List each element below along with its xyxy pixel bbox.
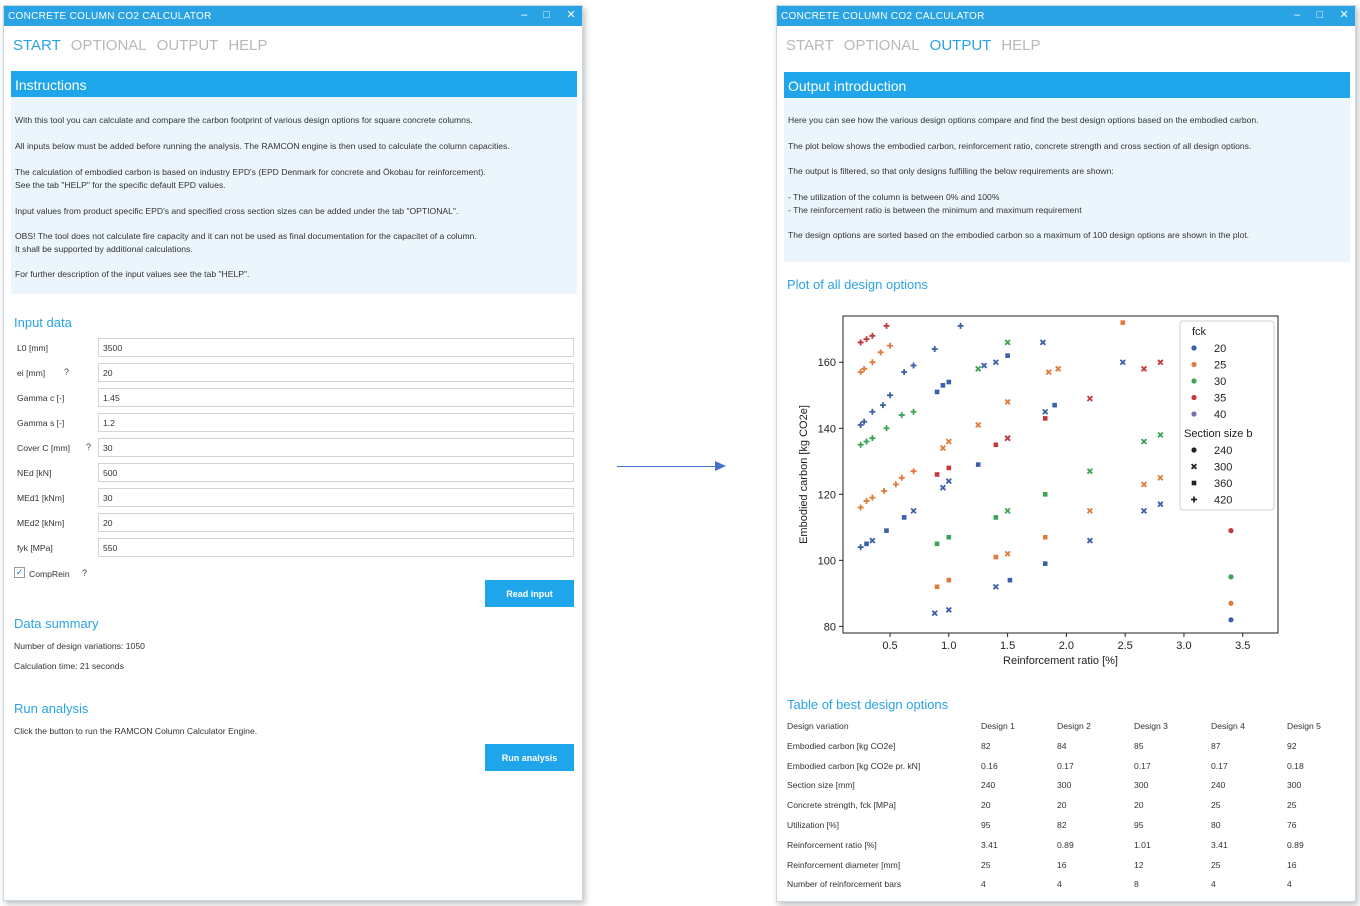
data-point <box>935 542 940 547</box>
header-cell: Design 2 <box>1057 721 1091 731</box>
table-cell: 0.18 <box>1287 761 1304 771</box>
legend-label: 20 <box>1214 343 1227 355</box>
field-ned <box>14 463 578 482</box>
field-label: Cover C [mm] <box>17 443 70 453</box>
tab-output[interactable]: OUTPUT <box>156 37 219 54</box>
table-title: Table of best design options <box>787 697 949 712</box>
table-row <box>787 800 1347 814</box>
arrow-right-icon <box>715 461 726 471</box>
table-cell: 1.01 <box>1134 840 1151 850</box>
field-l0 <box>14 338 578 357</box>
legend-swatch <box>1191 411 1196 416</box>
instructions-header: Instructions <box>11 71 577 97</box>
minimize-icon[interactable]: – <box>521 9 528 21</box>
run-analysis-title: Run analysis <box>14 701 89 716</box>
title-bar <box>777 6 1355 26</box>
data-point <box>1005 353 1010 358</box>
header-cell: Design variation <box>787 721 849 731</box>
output-intro-header: Output introduction <box>784 72 1350 98</box>
table-cell: 3.41 <box>1211 840 1228 850</box>
y-tick-label: 140 <box>817 423 836 436</box>
table-cell: 0.16 <box>981 761 998 771</box>
ned-input[interactable] <box>98 463 574 482</box>
data-point <box>1228 528 1233 533</box>
field-label: fyk [MPa] <box>17 543 53 553</box>
table-cell: 95 <box>981 820 991 830</box>
x-tick-label: 0.5 <box>882 640 898 652</box>
output-intro-box <box>784 98 1350 262</box>
data-summary-title: Data summary <box>14 616 99 631</box>
data-point <box>1008 578 1013 583</box>
field-label: L0 [mm] <box>17 343 49 353</box>
legend-marker <box>1192 481 1197 486</box>
row-label: Concrete strength, fck [MPa] <box>787 800 896 810</box>
tab-optional[interactable]: OPTIONAL <box>843 37 920 54</box>
instruction-line: The calculation of embodied carbon is based on industry EPD's (EPD Denmark for concrete and Ökobau for reinforcement). <box>15 167 486 177</box>
tab-optional[interactable]: OPTIONAL <box>70 37 147 54</box>
intro-line: Here you can see how the various design options compare and find the best design options based on the embodied carbon. <box>788 115 1259 125</box>
gamma-c-input[interactable] <box>98 388 574 407</box>
data-point <box>1228 617 1233 622</box>
table-cell: 0.89 <box>1057 840 1074 850</box>
table-cell: 25 <box>1287 800 1297 810</box>
x-tick-label: 1.0 <box>941 640 957 652</box>
table-cell: 85 <box>1134 741 1144 751</box>
x-tick-label: 2.0 <box>1058 640 1075 652</box>
input-data-title: Input data <box>14 315 72 330</box>
read-input-button[interactable]: Read input <box>485 580 574 607</box>
data-point <box>884 528 889 533</box>
table-cell: 300 <box>1287 780 1302 790</box>
table-cell: 20 <box>1057 800 1067 810</box>
instruction-line: All inputs below must be added before running the analysis. The RAMCON engine is then used to calculate the column capacities. <box>15 141 510 151</box>
maximize-icon[interactable]: □ <box>543 9 551 21</box>
table-row <box>787 820 1347 834</box>
window-title: CONCRETE COLUMN CO2 CALCULATOR <box>781 11 985 22</box>
instruction-line: With this tool you can calculate and compare the carbon footprint of various design options for square concrete columns. <box>15 115 473 125</box>
row-label: Section size [mm] <box>787 780 855 790</box>
field-med1 <box>14 488 578 507</box>
y-tick-label: 100 <box>817 555 836 568</box>
run-analysis-text: Click the button to run the RAMCON Column Calculator Engine. <box>14 726 258 736</box>
table-row <box>787 741 1347 755</box>
table-cell: 80 <box>1211 820 1221 830</box>
table-cell: 87 <box>1211 741 1221 751</box>
tab-help[interactable]: HELP <box>1001 37 1041 54</box>
calculation-time-text: Calculation time: 21 seconds <box>14 661 124 671</box>
table-cell: 16 <box>1287 860 1297 870</box>
legend-marker <box>1191 447 1196 452</box>
table-cell: 82 <box>981 741 991 751</box>
data-point <box>1043 416 1048 421</box>
y-tick-label: 160 <box>817 357 836 370</box>
design-variations-text: Number of design variations: 1050 <box>14 641 145 651</box>
legend-swatch <box>1191 362 1196 367</box>
legend-swatch <box>1191 345 1196 350</box>
fyk-input[interactable] <box>98 538 574 557</box>
y-axis-label: Embodied carbon [kg CO2e] <box>798 405 810 544</box>
minimize-icon[interactable]: – <box>1294 9 1301 21</box>
instruction-line: For further description of the input values see the tab "HELP". <box>15 269 250 279</box>
header-cell: Design 4 <box>1211 721 1245 731</box>
run-analysis-button[interactable]: Run analysis <box>485 744 574 771</box>
help-icon[interactable]: ? <box>82 568 88 578</box>
data-point <box>1043 561 1048 566</box>
table-cell: 0.17 <box>1134 761 1151 771</box>
intro-line: The output is filtered, so that only designs fulfilling the below requirements are shown: <box>788 166 1114 176</box>
y-tick-label: 120 <box>817 489 836 502</box>
help-icon[interactable]: ? <box>64 367 70 377</box>
table-row <box>787 840 1347 854</box>
row-label: Reinforcement diameter [mm] <box>787 860 901 870</box>
data-point <box>941 383 946 388</box>
data-point <box>1052 403 1057 408</box>
legend-label: 30 <box>1214 376 1227 388</box>
field-fyk <box>14 538 578 557</box>
legend-label: 420 <box>1214 494 1233 507</box>
table-header-row <box>787 721 1347 735</box>
table-cell: 4 <box>1211 879 1216 889</box>
legend-label: 360 <box>1214 478 1233 490</box>
data-point <box>947 535 952 540</box>
table-cell: 76 <box>1287 820 1297 830</box>
legend-label: 25 <box>1214 359 1227 372</box>
instruction-line: OBS! The tool does not calculate fire capacity and it can not be used as final documentation for the capacitet of a column. <box>15 231 477 241</box>
data-point <box>947 578 952 583</box>
data-point <box>994 442 999 447</box>
med2-input[interactable] <box>98 513 574 532</box>
header-cell: Design 1 <box>981 721 1015 731</box>
instruction-line: It shall be supported by additional calculations. <box>15 244 193 254</box>
start-window <box>3 5 583 901</box>
intro-line: The plot below shows the embodied carbon, reinforcement ratio, concrete strength and cross section of all design options. <box>788 141 1252 151</box>
close-icon[interactable]: ✕ <box>1339 9 1349 21</box>
table-cell: 0.17 <box>1211 761 1228 771</box>
table-cell: 300 <box>1134 780 1149 790</box>
table-cell: 25 <box>1211 800 1221 810</box>
header-cell: Design 3 <box>1134 721 1168 731</box>
row-label: Embodied carbon [kg CO2e] <box>787 741 896 751</box>
checkbox-label: CompRein <box>29 569 70 579</box>
field-label: Gamma s [-] <box>17 418 65 428</box>
x-axis-label: Reinforcement ratio [%] <box>1003 655 1118 667</box>
table-cell: 95 <box>1134 820 1144 830</box>
data-point <box>1121 320 1126 325</box>
instructions-box <box>11 97 577 294</box>
ei-input[interactable] <box>98 363 574 382</box>
data-point <box>1228 574 1233 579</box>
legend-hue-title: fck <box>1192 326 1207 338</box>
table-cell: 4 <box>1287 879 1292 889</box>
field-label: MEd1 [kNm] <box>17 493 65 503</box>
intro-line: - The utilization of the column is between 0% and 100% <box>788 192 1000 202</box>
comprein-checkbox[interactable]: ✓ <box>15 567 24 577</box>
table-row <box>787 761 1347 775</box>
legend-style-title: Section size b <box>1184 428 1253 440</box>
intro-line: - The reinforcement ratio is between the minimum and maximum requirement <box>788 205 1082 215</box>
table-cell: 8 <box>1134 879 1139 889</box>
row-label: Embodied carbon [kg CO2e pr. kN] <box>787 761 921 771</box>
field-label: NEd [kN] <box>17 468 52 478</box>
legend-swatch <box>1191 378 1196 383</box>
table-cell: 82 <box>1057 820 1067 830</box>
window-title: CONCRETE COLUMN CO2 CALCULATOR <box>8 11 212 22</box>
table-cell: 4 <box>981 879 986 889</box>
help-icon[interactable]: ? <box>86 442 92 452</box>
scatter-chart <box>787 304 1279 672</box>
data-point <box>994 555 999 560</box>
x-tick-label: 3.5 <box>1235 640 1251 652</box>
output-window <box>776 5 1356 902</box>
x-tick-label: 3.0 <box>1176 640 1192 652</box>
tab-help[interactable]: HELP <box>228 37 268 54</box>
legend-label: 35 <box>1214 392 1227 405</box>
data-point <box>864 542 869 547</box>
table-cell: 84 <box>1057 741 1067 751</box>
field-cover-c <box>14 438 578 457</box>
data-point <box>994 515 999 520</box>
legend-label: 40 <box>1214 409 1227 421</box>
field-gamma-c <box>14 388 578 407</box>
legend-label: 300 <box>1214 461 1233 474</box>
table-cell: 16 <box>1057 860 1067 870</box>
close-icon[interactable]: ✕ <box>566 9 576 21</box>
tab-start[interactable]: START <box>13 37 61 54</box>
instruction-line: See the tab "HELP" for the specific default EPD values. <box>15 180 226 190</box>
field-med2 <box>14 513 578 532</box>
x-tick-label: 1.5 <box>999 640 1016 652</box>
data-point <box>947 380 952 385</box>
row-label: Utilization [%] <box>787 820 840 830</box>
table-cell: 0.89 <box>1287 840 1304 850</box>
tab-start[interactable]: START <box>786 37 834 54</box>
tab-output[interactable]: OUTPUT <box>929 37 992 54</box>
table-cell: 300 <box>1057 780 1072 790</box>
intro-line: The design options are sorted based on the embodied carbon so a maximum of 100 design options are shown in the plot. <box>788 230 1250 240</box>
flow-arrow-line <box>617 466 717 467</box>
l0-input[interactable] <box>98 338 574 357</box>
data-point <box>935 584 940 589</box>
row-label: Number of reinforcement bars <box>787 879 902 889</box>
data-point <box>1043 535 1048 540</box>
table-cell: 25 <box>981 860 991 870</box>
data-point <box>1043 492 1048 497</box>
field-gamma-s <box>14 413 578 432</box>
legend-label: 240 <box>1214 445 1233 457</box>
table-cell: 20 <box>1134 800 1144 810</box>
x-tick-label: 2.5 <box>1117 640 1133 652</box>
title-bar <box>4 6 582 26</box>
y-tick-label: 80 <box>823 621 836 634</box>
table-cell: 240 <box>981 780 996 790</box>
data-point <box>947 466 952 471</box>
table-cell: 4 <box>1057 879 1062 889</box>
table-row <box>787 860 1347 874</box>
legend-swatch <box>1191 395 1196 400</box>
table-row <box>787 780 1347 794</box>
field-label: MEd2 [kNm] <box>17 518 65 528</box>
row-label: Reinforcement ratio [%] <box>787 840 877 850</box>
cover-c-input[interactable] <box>98 438 574 457</box>
data-point <box>1228 601 1233 606</box>
field-label: Gamma c [-] <box>17 393 65 403</box>
nav-tabs <box>786 37 1041 54</box>
plot-title: Plot of all design options <box>787 277 928 292</box>
data-point <box>976 462 981 467</box>
table-cell: 240 <box>1211 780 1226 790</box>
gamma-s-input[interactable] <box>98 413 574 432</box>
nav-tabs <box>13 37 268 54</box>
table-cell: 92 <box>1287 741 1297 751</box>
table-cell: 25 <box>1211 860 1221 870</box>
field-ei <box>14 363 578 382</box>
table-cell: 20 <box>981 800 991 810</box>
table-cell: 3.41 <box>981 840 998 850</box>
table-cell: 0.17 <box>1057 761 1074 771</box>
data-point <box>902 515 907 520</box>
data-point <box>935 472 940 477</box>
field-label: ei [mm] <box>17 368 46 378</box>
table-row <box>787 879 1347 893</box>
header-cell: Design 5 <box>1287 721 1321 731</box>
table-cell: 12 <box>1134 860 1144 870</box>
med1-input[interactable] <box>98 488 574 507</box>
maximize-icon[interactable]: □ <box>1316 9 1324 21</box>
instruction-line: Input values from product specific EPD's and specified cross section sizes can be added under the tab "OPTIONAL". <box>15 206 459 216</box>
data-point <box>935 390 940 395</box>
